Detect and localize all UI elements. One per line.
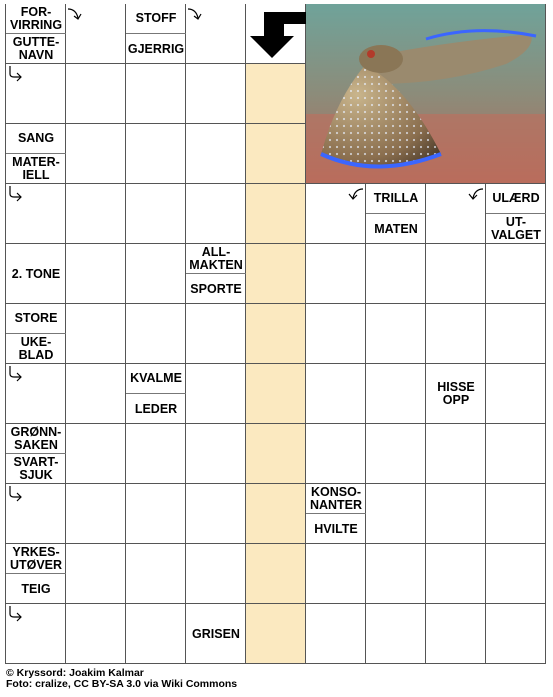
answer-cell[interactable] <box>186 544 246 604</box>
solution-cell[interactable] <box>246 124 306 184</box>
answer-cell[interactable] <box>366 424 426 484</box>
solution-cell[interactable] <box>246 304 306 364</box>
clue-stoff: STOFF <box>126 4 186 34</box>
clue-andre-tone: 2. TONE <box>11 266 61 281</box>
clue-gronnsaken: GRØNN- SAKEN <box>6 424 66 454</box>
clue-maten: MATEN <box>374 221 418 236</box>
clue-ut-valget: UT- VALGET <box>491 215 541 242</box>
bent-arrow-icon <box>7 485 25 503</box>
credit-photo: Foto: cralize, CC BY-SA 3.0 via Wiki Commons <box>6 678 238 690</box>
answer-cell[interactable] <box>426 424 486 484</box>
clue-konsonanter: KONSO- NANTER <box>306 484 366 514</box>
answer-cell[interactable] <box>366 544 426 604</box>
answer-cell[interactable] <box>306 544 366 604</box>
answer-cell[interactable] <box>486 604 546 664</box>
answer-cell[interactable] <box>66 244 126 304</box>
answer-cell[interactable] <box>186 484 246 544</box>
bent-arrow-icon <box>66 6 84 24</box>
answer-cell[interactable] <box>426 544 486 604</box>
answer-cell[interactable] <box>66 124 126 184</box>
answer-cell[interactable] <box>126 64 186 124</box>
clue-trilla: TRILLA <box>366 184 426 214</box>
credit-crossword: © Kryssord: Joakim Kalmar <box>6 667 144 679</box>
answer-cell[interactable] <box>306 364 366 424</box>
answer-cell[interactable] <box>186 64 246 124</box>
answer-cell[interactable] <box>66 544 126 604</box>
answer-cell[interactable] <box>486 364 546 424</box>
answer-cell[interactable] <box>186 184 246 244</box>
clue-teig: TEIG <box>21 581 51 596</box>
fish-photo <box>306 4 546 184</box>
answer-cell[interactable] <box>486 424 546 484</box>
bent-arrow-icon <box>7 365 25 383</box>
answer-cell[interactable] <box>126 124 186 184</box>
answer-cell[interactable] <box>306 604 366 664</box>
answer-cell[interactable] <box>126 304 186 364</box>
clue-sang: SANG <box>6 124 66 154</box>
clue-allmakten: ALL- MAKTEN <box>186 244 246 274</box>
answer-cell[interactable] <box>426 244 486 304</box>
bent-arrow-icon <box>186 6 204 24</box>
down-left-arrow-icon <box>250 8 306 60</box>
answer-cell[interactable] <box>186 124 246 184</box>
answer-cell[interactable] <box>66 184 126 244</box>
answer-cell[interactable] <box>486 244 546 304</box>
clue-leder: LEDER <box>134 401 178 416</box>
clue-forvirring: FOR- VIRRING <box>6 4 66 34</box>
clue-grisen: GRISEN <box>192 626 240 641</box>
answer-cell[interactable] <box>366 604 426 664</box>
answer-cell[interactable] <box>126 484 186 544</box>
clue-ulaerd: ULÆRD <box>486 184 546 214</box>
clue-hisse-opp: HISSE OPP <box>437 380 475 407</box>
answer-cell[interactable] <box>306 424 366 484</box>
answer-cell[interactable] <box>66 64 126 124</box>
answer-cell[interactable] <box>66 364 126 424</box>
answer-cell[interactable] <box>126 184 186 244</box>
solution-cell[interactable] <box>246 484 306 544</box>
answer-cell[interactable] <box>366 364 426 424</box>
answer-cell[interactable] <box>66 604 126 664</box>
answer-cell[interactable] <box>306 244 366 304</box>
solution-cell[interactable] <box>246 604 306 664</box>
clue-svartsjuk: SVART- SJUK <box>13 455 59 482</box>
answer-cell[interactable] <box>66 424 126 484</box>
solution-cell[interactable] <box>246 64 306 124</box>
clue-ukeblad: UKE- BLAD <box>18 335 54 362</box>
bent-arrow-icon <box>467 186 485 204</box>
answer-cell[interactable] <box>126 244 186 304</box>
bent-arrow-icon <box>347 186 365 204</box>
solution-cell[interactable] <box>246 184 306 244</box>
clue-hvilte: HVILTE <box>314 521 358 536</box>
answer-cell[interactable] <box>366 244 426 304</box>
answer-cell[interactable] <box>366 304 426 364</box>
clue-gjerrig: GJERRIG <box>127 41 185 56</box>
answer-cell[interactable] <box>186 364 246 424</box>
answer-cell[interactable] <box>126 604 186 664</box>
answer-cell[interactable] <box>306 304 366 364</box>
answer-cell[interactable] <box>126 544 186 604</box>
clue-materiell: MATER- IELL <box>12 155 60 182</box>
clue-store: STORE <box>6 304 66 334</box>
bent-arrow-icon <box>7 605 25 623</box>
answer-cell[interactable] <box>426 604 486 664</box>
solution-cell[interactable] <box>246 424 306 484</box>
clue-sporte: SPORTE <box>190 281 242 296</box>
answer-cell[interactable] <box>186 424 246 484</box>
clue-gutte-navn: GUTTE- NAVN <box>12 35 60 62</box>
answer-cell[interactable] <box>186 304 246 364</box>
credits <box>6 668 237 690</box>
clue-yrkesutover: YRKES- UTØVER <box>6 544 66 574</box>
answer-cell[interactable] <box>366 484 426 544</box>
bent-arrow-icon <box>7 185 25 203</box>
answer-cell[interactable] <box>426 484 486 544</box>
answer-cell[interactable] <box>486 544 546 604</box>
bent-arrow-icon <box>7 65 25 83</box>
answer-cell[interactable] <box>486 304 546 364</box>
answer-cell[interactable] <box>66 484 126 544</box>
answer-cell[interactable] <box>426 304 486 364</box>
answer-cell[interactable] <box>66 304 126 364</box>
solution-cell[interactable] <box>246 544 306 604</box>
answer-cell[interactable] <box>486 484 546 544</box>
solution-cell[interactable] <box>246 244 306 304</box>
solution-cell[interactable] <box>246 364 306 424</box>
answer-cell[interactable] <box>126 424 186 484</box>
clue-kvalme: KVALME <box>126 364 186 394</box>
